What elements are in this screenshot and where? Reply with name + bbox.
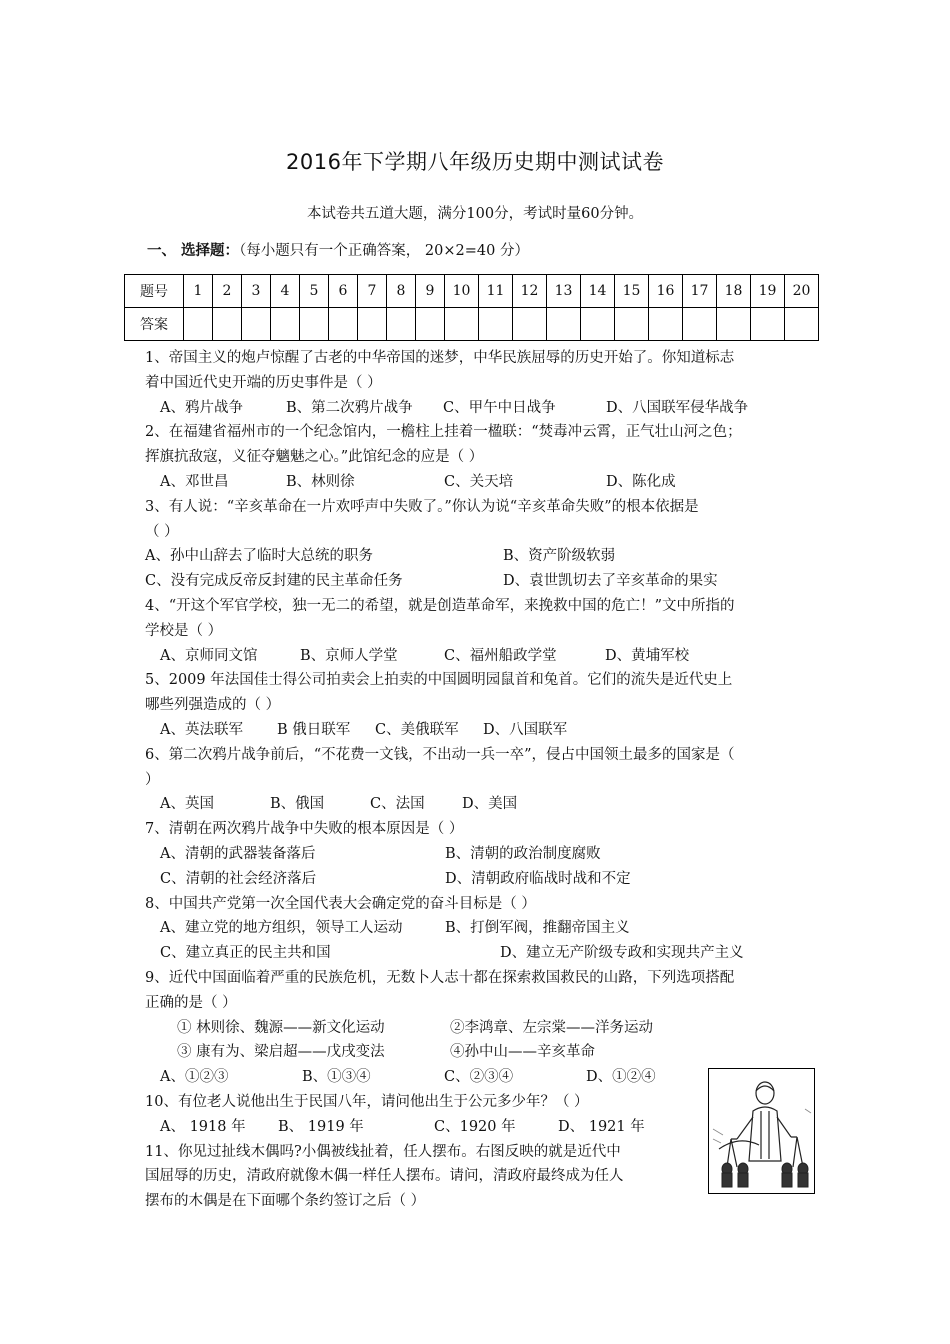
option: A、 1918 年 — [160, 1118, 246, 1135]
answer-cell[interactable] — [445, 308, 479, 341]
option: D、陈化成 — [606, 473, 676, 490]
statement: ③ 康有为、梁启超——戊戌变法 — [177, 1044, 385, 1061]
qnum-cell: 10 — [445, 275, 479, 308]
question-text: 1、帝国主义的炮卢惊醒了古老的中华帝国的迷梦，中华民族屈辱的历史开始了。你知道标志 — [145, 350, 735, 366]
option: D、美国 — [462, 796, 518, 813]
question-text: 学校是（ ） — [145, 622, 223, 639]
qnum-cell: 3 — [242, 275, 271, 308]
option: D、八国联军侵华战争 — [606, 399, 749, 416]
answer-cell[interactable] — [547, 308, 581, 341]
option: C、福州船政学堂 — [444, 647, 557, 664]
option: C、法国 — [370, 796, 425, 813]
option: A、京师同文馆 — [160, 647, 258, 664]
question-text: 正确的是（ ） — [145, 994, 237, 1011]
answer-row — [125, 308, 819, 341]
options-row — [145, 867, 820, 892]
section-note: （每小题只有一个正确答案， 20×2=40 分） — [239, 243, 529, 259]
option: A、建立党的地方组织，领导工人运动 — [160, 920, 403, 937]
puppet-drawing — [709, 1069, 814, 1193]
statement-row — [145, 1040, 820, 1065]
option: A、孙中山辞去了临时大总统的职务 — [145, 548, 373, 565]
qnum-cell: 11 — [479, 275, 513, 308]
option: D、清朝政府临战时战和不定 — [445, 870, 631, 887]
option: C、没有完成反帝反封建的民主革命任务 — [145, 573, 403, 590]
puppet-illustration — [708, 1068, 815, 1194]
question-text: 10、有位老人说他出生于民国八年，请问他出生于公元多少年？（ ） — [145, 1093, 589, 1110]
option: D、建立无产阶级专政和实现共产主义 — [500, 945, 744, 962]
option: C、美俄联军 — [375, 721, 459, 738]
qnum-cell: 19 — [751, 275, 785, 308]
answer-cell[interactable] — [184, 308, 213, 341]
answer-cell[interactable] — [300, 308, 329, 341]
option: A、①②③ — [160, 1069, 229, 1086]
answer-cell[interactable] — [615, 308, 649, 341]
answer-cell[interactable] — [329, 308, 358, 341]
option: B、 1919 年 — [278, 1118, 364, 1135]
qnum-cell: 4 — [271, 275, 300, 308]
question-text: 3、有人说：“辛亥革命在一片欢呼声中失败了。”你认为说“辛亥革命失败”的根本依据是 — [145, 498, 699, 515]
option: D、袁世凯切去了辛亥革命的果实 — [503, 573, 718, 590]
option: A、清朝的武器装备落后 — [160, 845, 316, 862]
option: C、甲午中日战争 — [443, 399, 556, 416]
options-row — [145, 842, 820, 867]
option: A、鸦片战争 — [160, 399, 243, 416]
row-label: 题号 — [125, 275, 184, 308]
qnum-cell: 13 — [547, 275, 581, 308]
qnum-cell: 2 — [213, 275, 242, 308]
answer-cell[interactable] — [479, 308, 513, 341]
question-text: 6、第二次鸦片战争前后，“不花费一文钱，不出动一兵一卒”，侵占中国领土最多的国家是（ — [145, 746, 735, 763]
question-text: 5、2009 年法国佳士得公司拍卖会上拍卖的中国圆明园鼠首和兔首。它们的流失是近代史上 — [145, 672, 733, 689]
option: C、建立真正的民主共和国 — [160, 945, 331, 962]
answer-cell[interactable] — [649, 308, 683, 341]
options-row — [145, 916, 820, 941]
exam-instructions: 本试卷共五道大题，满分100分，考试时量60分钟。 — [306, 206, 644, 222]
question-text: （ ） — [145, 523, 179, 540]
qnum-cell: 18 — [717, 275, 751, 308]
option: B、清朝的政治制度腐败 — [445, 845, 601, 862]
answer-cell[interactable] — [581, 308, 615, 341]
option: A、英国 — [160, 796, 214, 813]
answer-cell[interactable] — [785, 308, 819, 341]
answer-cell[interactable] — [683, 308, 717, 341]
answer-cell[interactable] — [751, 308, 785, 341]
qnum-cell: 7 — [358, 275, 387, 308]
question-text: 8、中国共产党第一次全国代表大会确定党的奋斗目标是（ ） — [145, 895, 536, 912]
options-row — [145, 470, 820, 495]
option: B 俄日联军 — [277, 721, 351, 738]
option: B、第二次鸦片战争 — [286, 399, 413, 416]
page-title: 2016年下学期八年级历史期中测试试卷 — [286, 150, 664, 174]
question-text: 11、你见过扯线木偶吗?小偶被线扯着，任人摆布。右图反映的就是近代中 — [145, 1143, 621, 1160]
option: C、②③④ — [444, 1069, 514, 1086]
option: C、清朝的社会经济落后 — [160, 870, 317, 887]
question-number-row — [125, 275, 819, 308]
answer-cell[interactable] — [213, 308, 242, 341]
question-text: 摆布的木偶是在下面哪个条约签订之后（ ） — [145, 1193, 426, 1210]
option: B、林则徐 — [286, 473, 355, 490]
statement: ②李鸿章、左宗棠——洋务运动 — [450, 1019, 653, 1036]
qnum-cell: 6 — [329, 275, 358, 308]
section-title: 一、 选择题： — [147, 243, 240, 259]
statement: ① 林则徐、魏源——新文化运动 — [177, 1019, 385, 1036]
qnum-cell: 5 — [300, 275, 329, 308]
answer-cell[interactable] — [387, 308, 416, 341]
option: A、邓世昌 — [160, 473, 229, 490]
qnum-cell: 16 — [649, 275, 683, 308]
answer-table — [124, 274, 819, 341]
question-text: 哪些列强造成的（ ） — [145, 697, 281, 714]
option: B、资产阶级软弱 — [503, 548, 616, 565]
option: B、①③④ — [302, 1069, 371, 1086]
options-row — [145, 569, 820, 594]
option: B、京师人学堂 — [300, 647, 398, 664]
options-row — [145, 396, 820, 421]
question-text: 9、近代中国面临着严重的民族危机，无数卜人志十都在探索救国救民的山路，下列选项搭配 — [145, 969, 735, 986]
qnum-cell: 12 — [513, 275, 547, 308]
qnum-cell: 20 — [785, 275, 819, 308]
question-text: 4、“开这个军官学校，独一无二的希望，就是创造革命军，来挽救中国的危亡！”文中所指的 — [145, 597, 735, 614]
section-heading — [147, 239, 529, 260]
options-row — [145, 544, 820, 569]
option: A、英法联军 — [160, 721, 243, 738]
qnum-cell: 9 — [416, 275, 445, 308]
question-text: 国屈辱的历史，清政府就像木偶一样任人摆布。请问，清政府最终成为任人 — [145, 1168, 624, 1185]
qnum-cell: 8 — [387, 275, 416, 308]
question-text: ） — [145, 771, 160, 788]
qnum-cell: 1 — [184, 275, 213, 308]
answer-cell[interactable] — [513, 308, 547, 341]
option: D、黄埔军校 — [605, 647, 690, 664]
answer-cell[interactable] — [416, 308, 445, 341]
qnum-cell: 17 — [683, 275, 717, 308]
answer-cell[interactable] — [358, 308, 387, 341]
question-text: 挥旗抗敌寇，义征夺魑魅之心。”此馆纪念的应是（ ） — [145, 449, 484, 466]
row-label: 答案 — [125, 308, 184, 341]
options-row — [145, 644, 820, 669]
question-text: 着中国近代史开端的历史事件是（ ） — [145, 374, 382, 391]
option: C、1920 年 — [434, 1118, 516, 1135]
qnum-cell: 14 — [581, 275, 615, 308]
answer-cell[interactable] — [271, 308, 300, 341]
question-text: 2、在福建省福州市的一个纪念馆内，一檐柱上挂着一楹联：“焚毒冲云霄，正气壮山河之色； — [145, 424, 742, 441]
question-text: 7、清朝在两次鸦片战争中失败的根本原因是（ ） — [145, 821, 464, 838]
option: D、①②④ — [586, 1069, 656, 1086]
answer-cell[interactable] — [242, 308, 271, 341]
option: B、俄国 — [270, 796, 325, 813]
qnum-cell: 15 — [615, 275, 649, 308]
options-row — [145, 792, 820, 817]
option: B、打倒军阀，推翻帝国主义 — [445, 920, 630, 937]
statement: ④孙中山——辛亥革命 — [450, 1044, 595, 1061]
answer-cell[interactable] — [717, 308, 751, 341]
statement-row — [145, 1016, 820, 1041]
option: C、关天培 — [444, 473, 514, 490]
option: D、八国联军 — [483, 721, 568, 738]
options-row — [145, 718, 820, 743]
option: D、 1921 年 — [558, 1118, 645, 1135]
options-row — [145, 941, 820, 966]
